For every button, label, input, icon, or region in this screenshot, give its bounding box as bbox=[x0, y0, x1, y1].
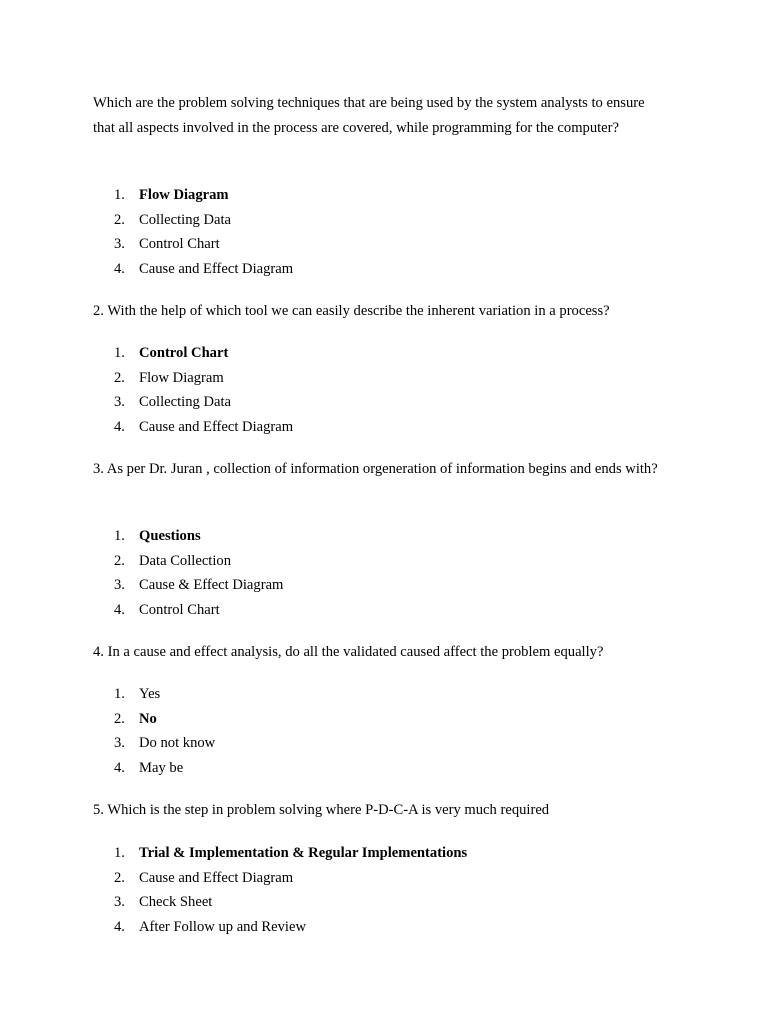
option-3 bbox=[114, 890, 674, 915]
option-3 bbox=[114, 232, 674, 257]
option-number: 2. bbox=[114, 369, 125, 386]
option-4 bbox=[114, 756, 674, 781]
option-number: 4. bbox=[114, 418, 125, 435]
option-3 bbox=[114, 390, 674, 415]
question-5-text: 5. Which is the step in problem solving where P-D-C-A is very much required bbox=[93, 802, 550, 818]
option-2 bbox=[114, 366, 674, 391]
question-1-text: Which are the problem solving techniques that are being used by the system analysts to ensure that all aspects involved in the process are covered, while programming for the computer? bbox=[93, 95, 645, 136]
option-number: 3. bbox=[114, 735, 125, 752]
option-number: 3. bbox=[114, 394, 125, 411]
option-number: 4. bbox=[114, 601, 125, 618]
option-2 bbox=[114, 208, 674, 233]
question-3-options bbox=[114, 524, 674, 622]
question-4-options bbox=[114, 682, 674, 780]
option-text: Flow Diagram bbox=[139, 187, 229, 203]
option-1 bbox=[114, 841, 674, 866]
option-text: Questions bbox=[139, 528, 201, 544]
question-4-text: 4. In a cause and effect analysis, do all the validated caused affect the problem equally? bbox=[93, 644, 604, 660]
option-text: May be bbox=[139, 759, 184, 776]
option-1 bbox=[114, 183, 674, 208]
option-text: Control Chart bbox=[139, 236, 220, 253]
option-number: 4. bbox=[114, 759, 125, 776]
option-number: 4. bbox=[114, 260, 125, 277]
option-text: Control Chart bbox=[139, 601, 220, 618]
option-4 bbox=[114, 598, 674, 623]
option-2 bbox=[114, 866, 674, 891]
option-1 bbox=[114, 682, 674, 707]
option-number: 1. bbox=[114, 187, 125, 203]
option-text: Control Chart bbox=[139, 345, 229, 361]
option-text: Collecting Data bbox=[139, 394, 231, 411]
option-3 bbox=[114, 573, 674, 598]
option-1 bbox=[114, 341, 674, 366]
option-4 bbox=[114, 415, 674, 440]
question-1-options bbox=[114, 183, 674, 281]
option-text: Collecting Data bbox=[139, 211, 231, 228]
option-2 bbox=[114, 707, 674, 732]
option-1 bbox=[114, 524, 674, 549]
option-text: Cause and Effect Diagram bbox=[139, 418, 294, 435]
question-2-options bbox=[114, 341, 674, 439]
option-text: No bbox=[139, 710, 157, 727]
option-4 bbox=[114, 915, 674, 940]
option-number: 1. bbox=[114, 845, 125, 861]
question-5-options bbox=[114, 841, 674, 939]
question-2-text: 2. With the help of which tool we can easily describe the inherent variation in a process? bbox=[93, 303, 610, 319]
option-2 bbox=[114, 549, 674, 574]
option-text: Do not know bbox=[139, 735, 216, 752]
option-text: Flow Diagram bbox=[139, 369, 224, 386]
option-text: After Follow up and Review bbox=[139, 918, 306, 935]
option-number: 4. bbox=[114, 918, 125, 935]
option-4 bbox=[114, 257, 674, 282]
option-number: 1. bbox=[114, 345, 125, 361]
option-number: 3. bbox=[114, 236, 125, 253]
option-number: 3. bbox=[114, 894, 125, 911]
option-number: 1. bbox=[114, 686, 125, 702]
option-number: 2. bbox=[114, 211, 125, 228]
option-text: Trial & Implementation & Regular Implementations bbox=[139, 845, 468, 861]
option-text: Cause & Effect Diagram bbox=[139, 577, 284, 594]
option-3 bbox=[114, 731, 674, 756]
option-number: 1. bbox=[114, 528, 125, 544]
option-text: Check Sheet bbox=[139, 894, 213, 911]
question-3-text: 3. As per Dr. Juran , collection of information orgeneration of information begins and ends with? bbox=[93, 461, 658, 477]
option-number: 2. bbox=[114, 710, 125, 727]
option-text: Yes bbox=[139, 686, 161, 702]
option-number: 3. bbox=[114, 577, 125, 594]
option-text: Data Collection bbox=[139, 552, 231, 569]
option-number: 2. bbox=[114, 552, 125, 569]
option-number: 2. bbox=[114, 869, 125, 886]
option-text: Cause and Effect Diagram bbox=[139, 260, 294, 277]
option-text: Cause and Effect Diagram bbox=[139, 869, 294, 886]
